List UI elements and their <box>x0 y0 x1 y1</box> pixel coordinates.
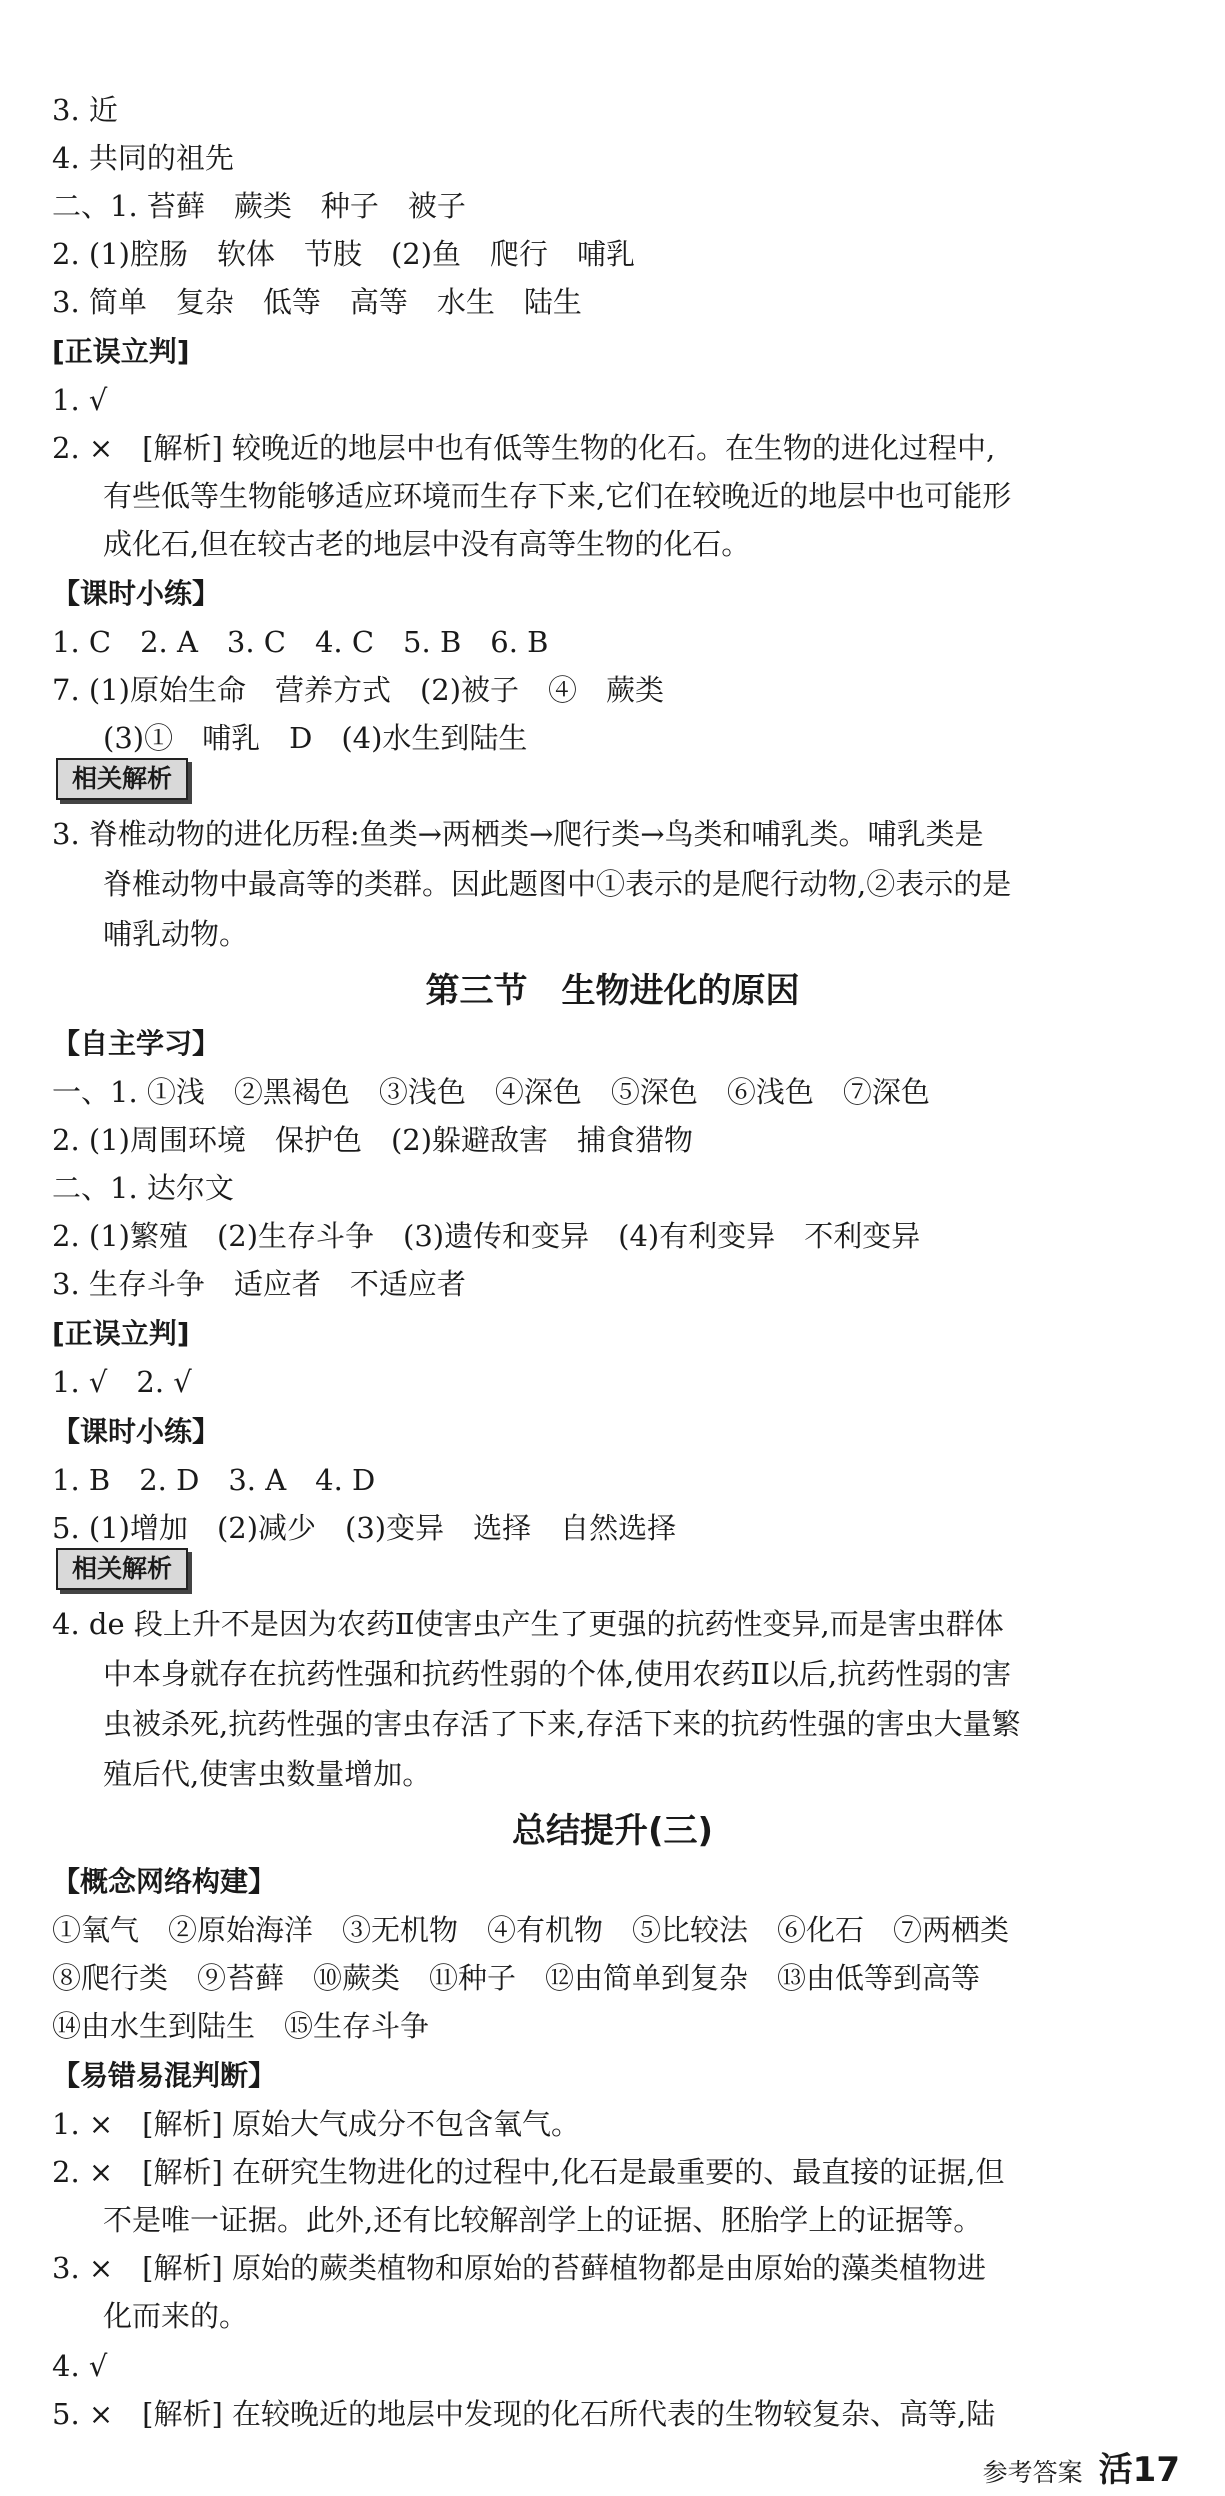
answer-line: 化而来的。 <box>103 2299 249 2333</box>
answer-line: 4. de 段上升不是因为农药Ⅱ使害虫产生了更强的抗药性变异,而是害虫群体 <box>52 1607 1004 1641</box>
answer-line: 3. × [解析] 原始的蕨类植物和原始的苔藓植物都是由原始的藻类植物进 <box>52 2251 987 2285</box>
footer-reference-label: 参考答案 <box>982 2458 1083 2487</box>
subsection-heading: 【自主学习】 <box>52 1027 221 1060</box>
answer-line: 二、1. 苔藓 蕨类 种子 被子 <box>52 189 466 223</box>
subsection-heading: 【课时小练】 <box>52 577 221 610</box>
analysis-tag: 相关解析 <box>56 758 188 800</box>
subsection-heading: [正误立判] <box>52 1317 190 1350</box>
answer-line: 中本身就存在抗药性强和抗药性弱的个体,使用农药Ⅱ以后,抗药性弱的害 <box>103 1657 1012 1691</box>
answer-line: 5. (1)增加 (2)减少 (3)变异 选择 自然选择 <box>52 1511 677 1545</box>
answer-line: 殖后代,使害虫数量增加。 <box>103 1757 432 1791</box>
answer-line: 3. 生存斗争 适应者 不适应者 <box>52 1267 466 1301</box>
answer-line: 一、1. ①浅 ②黑褐色 ③浅色 ④深色 ⑤深色 ⑥浅色 ⑦深色 <box>52 1075 930 1109</box>
answer-line: 成化石,但在较古老的地层中没有高等生物的化石。 <box>103 527 751 561</box>
answer-line: 2. (1)腔肠 软体 节肢 (2)鱼 爬行 哺乳 <box>52 237 636 271</box>
answer-line: ⑧爬行类 ⑨苔藓 ⑩蕨类 ⑪种子 ⑫由简单到复杂 ⑬由低等到高等 <box>52 1961 981 1995</box>
answer-line: 2. (1)繁殖 (2)生存斗争 (3)遗传和变异 (4)有利变异 不利变异 <box>52 1219 921 1253</box>
answer-line: 1. × [解析] 原始大气成分不包含氧气。 <box>52 2107 581 2141</box>
subsection-heading: 【课时小练】 <box>52 1415 221 1448</box>
answer-line: 2. (1)周围环境 保护色 (2)躲避敌害 捕食猎物 <box>52 1123 694 1157</box>
answer-line: (3)① 哺乳 D (4)水生到陆生 <box>103 721 528 755</box>
answer-line: 1. √ 2. √ <box>52 1365 192 1399</box>
section-title: 总结提升(三) <box>511 1811 714 1851</box>
answer-line: 1. B 2. D 3. A 4. D <box>52 1463 376 1497</box>
answer-line: ⑭由水生到陆生 ⑮生存斗争 <box>52 2009 430 2043</box>
subsection-heading: 【概念网络构建】 <box>52 1865 277 1898</box>
answer-line: 二、1. 达尔文 <box>52 1171 234 1205</box>
answer-line: 4. √ <box>52 2349 108 2383</box>
answer-line: 7. (1)原始生命 营养方式 (2)被子 ④ 蕨类 <box>52 673 665 707</box>
answer-line: 哺乳动物。 <box>103 917 249 951</box>
answer-line: 3. 脊椎动物的进化历程:鱼类→两栖类→爬行类→鸟类和哺乳类。哺乳类是 <box>52 817 984 851</box>
subsection-heading: [正误立判] <box>52 335 190 368</box>
answer-line: 4. 共同的祖先 <box>52 141 234 175</box>
subsection-heading: 【易错易混判断】 <box>52 2059 277 2092</box>
page-footer <box>983 2442 1180 2488</box>
analysis-tag: 相关解析 <box>56 1548 188 1590</box>
answer-line: 脊椎动物中最高等的类群。因此题图中①表示的是爬行动物,②表示的是 <box>103 867 1012 901</box>
answer-line: 虫被杀死,抗药性强的害虫存活了下来,存活下来的抗药性强的害虫大量繁 <box>103 1707 1021 1741</box>
answer-line: 1. √ <box>52 383 108 417</box>
answer-line: ①氧气 ②原始海洋 ③无机物 ④有机物 ⑤比较法 ⑥化石 ⑦两栖类 <box>52 1913 1010 1947</box>
answer-line: 5. × [解析] 在较晚近的地层中发现的化石所代表的生物较复杂、高等,陆 <box>52 2397 996 2431</box>
answer-line: 2. × [解析] 在研究生物进化的过程中,化石是最重要的、最直接的证据,但 <box>52 2155 1005 2189</box>
answer-line: 3. 简单 复杂 低等 高等 水生 陆生 <box>52 285 582 319</box>
answer-line: 1. C 2. A 3. C 4. C 5. B 6. B <box>52 625 549 659</box>
answer-line: 不是唯一证据。此外,还有比较解剖学上的证据、胚胎学上的证据等。 <box>103 2203 983 2237</box>
answer-line: 3. 近 <box>52 93 118 127</box>
answer-line: 2. × [解析] 较晚近的地层中也有低等生物的化石。在生物的进化过程中, <box>52 431 996 465</box>
section-title: 第三节 生物进化的原因 <box>425 971 800 1011</box>
answer-line: 有些低等生物能够适应环境而生存下来,它们在较晚近的地层中也可能形 <box>103 479 1012 513</box>
page-number: 活17 <box>1098 2450 1180 2490</box>
